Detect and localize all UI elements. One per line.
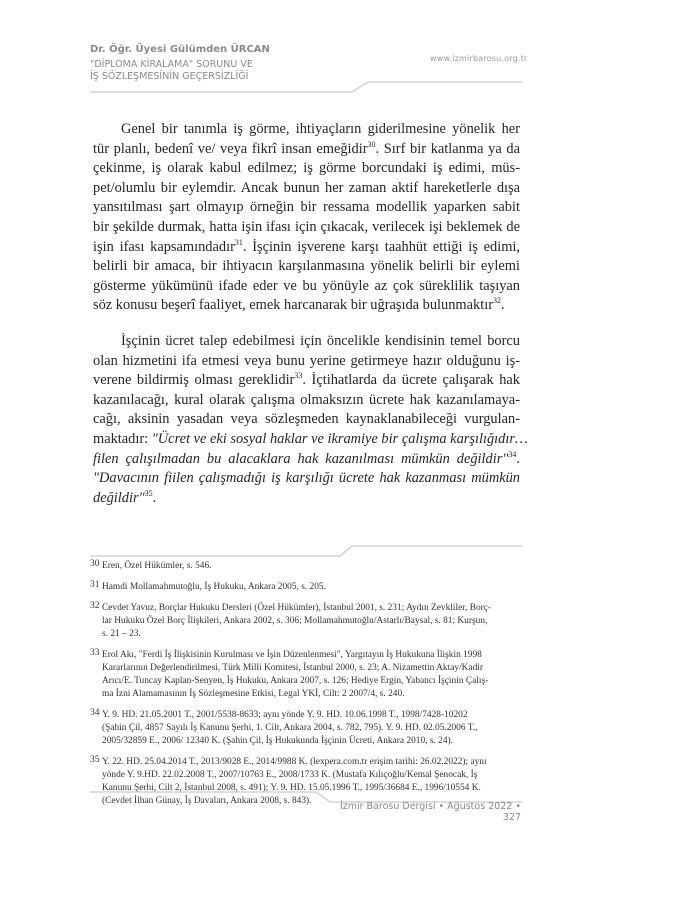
paragraph-1 xyxy=(93,120,520,316)
footnote-item xyxy=(90,709,520,748)
text-line xyxy=(93,489,520,509)
footnote-number: 31 xyxy=(90,580,100,590)
text-line: çekinme, iş olarak kabul edilmez; iş görme borcundaki iş edimi, müs- xyxy=(93,160,520,177)
footnote-ref[interactable]: 31 xyxy=(234,237,243,247)
text-fragment: . xyxy=(152,489,157,506)
footnote-line: (Cevdet İlhan Günay, İş Davaları, Ankara 2008, s. 843). xyxy=(102,796,312,806)
footnote-line: Erol Akı, "Ferdi İş İlişkisinin Kurulması ve İşin Düzenlenmesi", Yargıtayın İş Hukukuna İlişkin 1998 xyxy=(102,650,482,660)
text-fragment: işin ifası kapsamındadır xyxy=(93,238,235,255)
footer-journal-info: İzmir Barosu Dergisi • Ağustos 2022 • 327 xyxy=(339,801,521,823)
footnote-line: Y. 22. HD. 25.04.2014 T., 2013/9028 E., 2014/9988 K. (lexpera.com.tr erişim tarihi: 26.02.2022); aynı xyxy=(102,757,487,767)
footnote-item xyxy=(90,560,520,573)
header-rule xyxy=(90,80,522,94)
text-fragment: . xyxy=(501,297,505,314)
text-line: cağı, aksinin yasadan veya sözleşmeden kaynaklanabileceği vurgulan- xyxy=(93,411,520,428)
footnote-number: 32 xyxy=(90,601,100,611)
text-fragment: . İşçinin işverene karşı taahhüt ettiği iş edimi, xyxy=(242,238,521,255)
footnote-line: lar Hukuku Özel Borç İlişkileri, Ankara 2002, s. 306; Mollamahmutoğlu/Astarlı/Baysal, s. 81; Kurşun, xyxy=(102,616,488,626)
text-line xyxy=(93,371,520,391)
text-fragment: . Sırf bir katlanma ya da xyxy=(375,140,520,157)
footnote-item xyxy=(90,602,520,641)
quote-text: "Ücret ve eki sosyal haklar ve ikramiye bir çalışma karşılığıdır… xyxy=(151,430,528,447)
footnote-line: Kararlarının Değerlendirilmesi, Türk Milli Komitesi, İstanbul 2000, s. 23; A. Nizamettin Aktay/Kadir xyxy=(102,663,484,673)
text-line xyxy=(93,296,520,316)
text-fragment: maktadır: xyxy=(93,430,152,447)
text-line: kazanılacağı, kural olarak çalışma olmaksızın ücrete hak kazanılamaya- xyxy=(93,391,520,408)
footnote-line: ma İzni Alamamasının İş Sözleşmesine Etkisi, Legal YKİ, Cilt: 2 2007/4, s. 240. xyxy=(102,689,405,699)
footnotes xyxy=(90,560,520,816)
text-fragment: . İçtihatlarda da ücrete çalışarak hak xyxy=(302,372,520,389)
footnote-text xyxy=(102,709,520,748)
footnote-line: 2005/32859 E., 2006/ 12340 K. (Şahin Çil, İş Hukukunda İşçinin Ücreti, Ankara 2010, s. 24). xyxy=(102,736,454,746)
header-title-line: İŞ SÖZLEŞMESİNİN GEÇERSİZLİĞİ xyxy=(90,71,249,82)
text-fragment: söz konusu beşerî faaliyet, emek harcanarak bir uğraşıda bulunmaktır xyxy=(93,297,493,314)
footnote-number: 30 xyxy=(90,559,100,569)
footnote-text xyxy=(102,560,520,573)
footnote-line: Kanunu Şerhi, Cilt 2, İstanbul 2008, s. 491); Y. 9. HD. 15.05.1996 T., 1995/36684 E., 1996/10554 K. xyxy=(102,783,481,793)
footnote-text xyxy=(102,581,520,594)
text-line xyxy=(93,140,520,160)
footnote-line: Arıcı/E. Tuncay Kaplan-Senyen, İş Hukuku, Ankara 2007, s. 126; Hediye Ergin, Yabancı İşçinin Çalış- xyxy=(102,676,489,686)
footnote-number: 35 xyxy=(90,755,100,765)
paragraph-2 xyxy=(93,332,528,508)
footnote-line: Eren, Özel Hükümler, s. 546. xyxy=(102,561,212,571)
main-body xyxy=(93,120,528,524)
footnote-line: Y. 9. HD. 21.05.2001 T., 2001/5538-8633; aynı yönde Y. 9. HD. 10.06.1998 T., 1998/7428-10202 xyxy=(102,710,468,720)
footnote-separator xyxy=(90,544,522,558)
text-line xyxy=(93,450,520,470)
text-line: yansıtılması şart olmayıp örneğin bir ressama modellik yaparken sabit xyxy=(93,199,520,216)
footnote-text xyxy=(102,649,520,701)
quote-text: değildir" xyxy=(93,489,145,506)
footnote-number: 33 xyxy=(90,648,100,658)
footnote-item xyxy=(90,649,520,701)
footnote-ref[interactable]: 32 xyxy=(493,296,501,306)
footnote-ref[interactable]: 35 xyxy=(144,488,153,498)
footnote-number: 34 xyxy=(90,708,100,718)
footnote-line: (Şahin Çil, 4857 Sayılı İş Kanunu Şerhi, 1. Cilt, Ankara 2004, s. 782, 795). Y. 9. HD. 02.05.2006 T., xyxy=(102,723,478,733)
text-line: belirli bir amaca, bir ihtiyacın karşılanmasına yönelik belirli bir eylemi xyxy=(93,258,520,275)
quote-text: filen çalışılmadan bu alacaklara hak kazanılması mümkün değildir" xyxy=(93,450,509,467)
text-line: bir şekilde durmak, hatta işin ifası için çıkacak, verilecek işi beklemek de xyxy=(93,218,520,235)
text-fragment: tür planlı, bedenî ve/ veya fikrî insan emeğidir xyxy=(93,140,368,157)
footnote-text xyxy=(102,602,520,641)
text-line: pet/olumlu bir eylemdir. Ancak bunun her zaman aktif hareketlerle dışa xyxy=(93,179,520,196)
text-line: Genel bir tanımla iş görme, ihtiyaçların giderilmesine yönelik her xyxy=(121,121,520,137)
footnote-line: yönde Y. 9.HD. 22.02.2008 T., 2007/10763 E., 2008/1733 K. (Mustafa Kılıçoğlu/Kemal Şenocak, İş xyxy=(102,770,478,780)
text-line: gösterme yükümünü ifade eder ve bu yönüyle az çok süreklilik taşıyan xyxy=(93,277,520,294)
header-title-line: "DİPLOMA KİRALAMA" SORUNU VE xyxy=(90,59,253,70)
footnote-item xyxy=(90,581,520,594)
text-line xyxy=(93,238,520,258)
footnote-ref[interactable]: 34 xyxy=(508,449,517,459)
text-line: İşçinin ücret talep edebilmesi için öncelikle kendisinin temel borcu xyxy=(121,332,520,349)
text-fragment: verene bildirmiş olması gereklidir xyxy=(93,372,295,389)
footnote-line: s. 21 – 23. xyxy=(102,629,141,639)
header-author: Dr. Öğr. Üyesi Gülümden ÜRCAN xyxy=(90,44,270,55)
footnote-ref[interactable]: 30 xyxy=(367,139,376,149)
footnote-ref[interactable]: 33 xyxy=(294,371,303,381)
text-line xyxy=(93,430,528,450)
text-fragment: . xyxy=(516,450,520,467)
text-line: olan hizmetini ifa etmesi veya bunu yerine getirmeye hazır olduğunu iş- xyxy=(93,352,520,369)
footnote-line: Cevdet Yavuz, Borçlar Hukuku Dersleri (Özel Hükümler), İstanbul 2001, s. 231; Aydın Zevkliler, Borç- xyxy=(102,603,492,613)
header-url: www.izmirbarosu.org.tr xyxy=(430,54,528,63)
quote-line: "Davacının fiilen çalışmadığı iş karşılığı ücrete hak kazanması mümkün xyxy=(93,470,520,487)
footnote-line: Hamdi Mollamahmutoğlu, İş Hukuku, Ankara 2005, s. 205. xyxy=(102,582,326,592)
